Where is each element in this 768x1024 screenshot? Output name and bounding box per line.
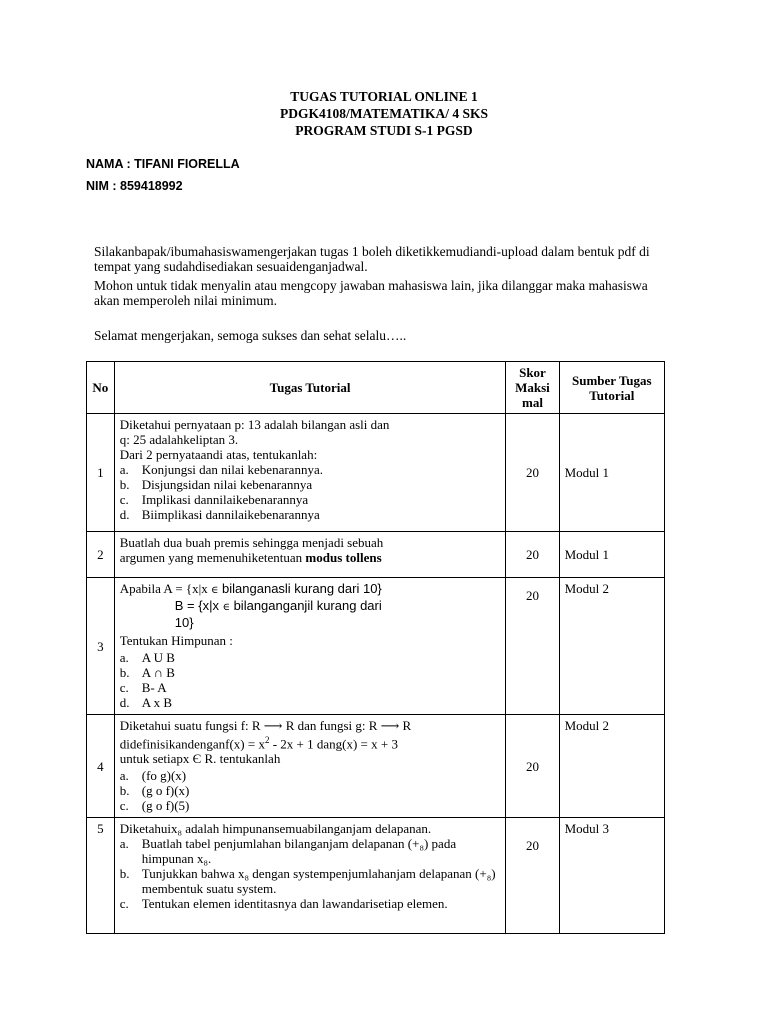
max-score: 20: [506, 818, 559, 934]
task-line: untuk setiapx Є R. tentukanlah: [119, 751, 281, 767]
task-item: c. (g o f)(5): [119, 798, 190, 814]
table-row: [87, 715, 665, 818]
task-item: d. Biimplikasi dannilaikebenarannya: [119, 507, 320, 522]
task-text: [114, 578, 506, 715]
task-line: argumen yang memenuhiketentuan modus tollens: [119, 550, 382, 565]
row-number: 3: [87, 578, 115, 715]
student-nim: NIM : 859418992: [86, 179, 183, 193]
row-number: 5: [87, 818, 115, 934]
header-tugas: Tugas Tutorial: [114, 362, 506, 414]
set-b-definition: B = {x|x ∈ bilanganganjil kurang dari: [174, 598, 382, 613]
header-program: PROGRAM STUDI S-1 PGSD: [295, 123, 473, 138]
instruction-plagiarism: Mohon untuk tidak menyalin atau mengcopy jawaban mahasiswa lain, jika dilanggar maka mahasiswa akan memperoleh nilai minimum.: [94, 278, 648, 308]
source-module: Modul 2: [559, 715, 664, 818]
task-item: a. Konjungsi dan nilai kebenarannya.: [119, 462, 323, 477]
element-of-symbol: ∈: [211, 585, 219, 596]
task-item: b. (g o f)(x): [119, 783, 190, 799]
task-item: d. A x B: [119, 695, 173, 710]
row-number: 1: [87, 414, 115, 532]
task-text: [114, 532, 506, 578]
row-number: 4: [87, 715, 115, 818]
task-line: q: 25 adalahkeliptan 3.: [119, 432, 239, 447]
source-module: Modul 1: [559, 532, 664, 578]
header-sumber: Sumber Tugas Tutorial: [559, 362, 664, 414]
document-header: [0, 88, 768, 139]
header-title: TUGAS TUTORIAL ONLINE 1: [290, 89, 478, 104]
table-row: [87, 532, 665, 578]
task-text: [114, 715, 506, 818]
instruction-upload: Silakanbapak/ibumahasiswamengerjakan tugas 1 boleh diketikkemudiandi-upload dalam bentuk pdf di tempat yang sudahdisediakan sesuaidenganjadwal.: [94, 244, 650, 274]
header-no: No: [87, 362, 115, 414]
task-line: Diketahui pernyataan p: 13 adalah bilangan asli dan: [119, 417, 390, 432]
instructions: [94, 244, 674, 312]
emphasis-modus-tollens: modus tollens: [305, 550, 382, 565]
task-item: b. Tunjukkan bahwa x₈ dengan systempenjumlahanjam delapanan (+₈) membentuk suatu system.: [119, 866, 496, 896]
max-score: 20: [506, 715, 559, 818]
task-text: [114, 414, 506, 532]
task-item: c. Tentukan elemen identitasnya dan lawandarisetiap elemen.: [119, 896, 448, 911]
max-score: 20: [506, 532, 559, 578]
task-text: [114, 818, 506, 934]
table-row: [87, 414, 665, 532]
task-line: Tentukan Himpunan :: [119, 633, 233, 648]
task-line: didefinisikandenganf(x) = $x^2 - 2x + 1$ dang(x) = x + 3: [119, 735, 398, 752]
source-module: Modul 3: [559, 818, 664, 934]
task-item: b. A ∩ B: [119, 665, 175, 680]
task-table: [86, 361, 665, 934]
max-score: 20: [506, 578, 559, 715]
header-skor: Skor Maksi mal: [506, 362, 559, 414]
task-item: a. A U B: [119, 650, 175, 665]
source-module: Modul 1: [559, 414, 664, 532]
task-line: Diketahuix₈ adalah himpunansemuabilanganjam delapanan.: [119, 821, 432, 836]
table-row: [87, 578, 665, 715]
task-item: c. B- A: [119, 680, 167, 695]
source-module: Modul 2: [559, 578, 664, 715]
task-line: Dari 2 pernyataandi atas, tentukanlah:: [119, 447, 318, 462]
task-item: c. Implikasi dannilaikebenarannya: [119, 492, 309, 507]
header-course: PDGK4108/MATEMATIKA/ 4 SKS: [279, 106, 488, 121]
max-score: 20: [506, 414, 559, 532]
row-number: 2: [87, 532, 115, 578]
task-item: a. (fo g)(x): [119, 768, 187, 784]
task-line: Buatlah dua buah premis sehingga menjadi sebuah: [119, 535, 384, 550]
table-row: [87, 818, 665, 934]
student-name: NAMA : TIFANI FIORELLA: [86, 157, 240, 171]
table-header-row: [87, 362, 665, 414]
greeting: Selamat mengerjakan, semoga sukses dan sehat selalu…..: [94, 328, 407, 343]
task-line: Diketahui suatu fungsi f: R ⟶ R dan fungsi g: R ⟶ R: [119, 718, 412, 733]
task-item: b. Disjungsidan nilai kebenarannya: [119, 477, 313, 492]
set-b-continuation: 10}: [174, 615, 194, 630]
set-a-definition: Apabila A = {x|x ∈ bilanganasli kurang dari 10}: [119, 581, 382, 596]
task-item: a. Buatlah tabel penjumlahan bilanganjam delapanan (+₈) pada himpunan x₈.: [119, 836, 457, 866]
